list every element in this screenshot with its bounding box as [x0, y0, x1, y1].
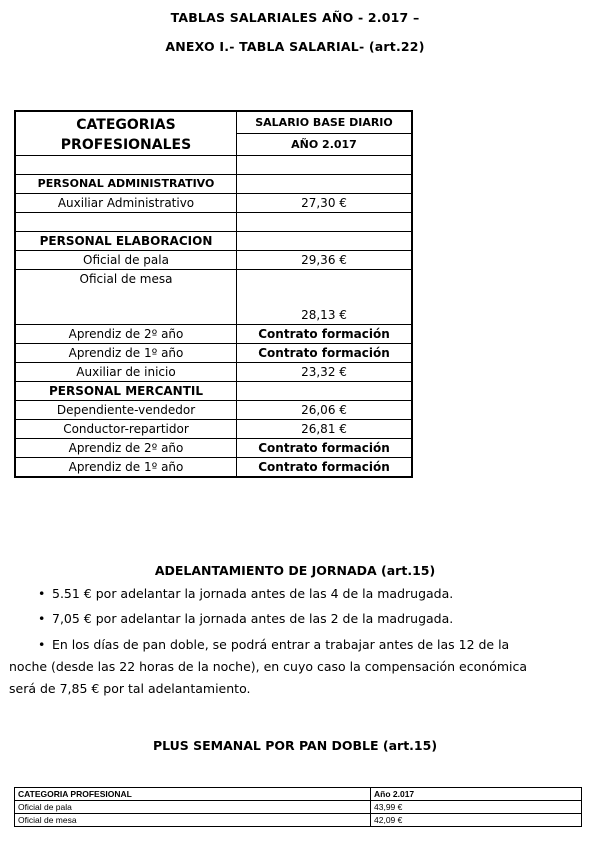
bullet-icon: • — [38, 586, 46, 601]
section-admin: PERSONAL ADMINISTRATIVO — [15, 175, 237, 194]
header-category: CATEGORIA PROFESIONAL — [15, 788, 371, 801]
table-row — [15, 251, 412, 270]
paragraph-line: será de 7,85 € por tal adelantamiento. — [9, 681, 251, 696]
category-cell: Aprendiz de 1º año — [15, 344, 237, 363]
paragraph-line: noche (desde las 22 horas de la noche), en cuyo caso la compensación económica — [9, 659, 528, 674]
table-row — [15, 458, 412, 478]
table-row — [15, 801, 582, 814]
header-salary: SALARIO BASE DIARIO — [237, 111, 413, 134]
table-row — [15, 270, 412, 325]
bullet-icon: • — [38, 637, 46, 652]
category-cell: Aprendiz de 2º año — [15, 325, 237, 344]
bullet-item — [38, 608, 453, 630]
table-row — [15, 401, 412, 420]
value-cell: 23,32 € — [237, 363, 413, 382]
header-category: CATEGORIAS PROFESIONALES — [15, 111, 237, 156]
category-cell: Oficial de mesa — [15, 814, 371, 827]
header-year: AÑO 2.017 — [237, 134, 413, 156]
category-cell: Oficial de pala — [15, 801, 371, 814]
salary-table — [14, 110, 413, 478]
category-cell: Oficial de mesa — [15, 270, 237, 325]
value-cell: 28,13 € — [237, 270, 413, 325]
value-cell: 43,99 € — [371, 801, 582, 814]
value-cell: 26,81 € — [237, 420, 413, 439]
value-cell: 42,09 € — [371, 814, 582, 827]
category-cell: Aprendiz de 1º año — [15, 458, 237, 478]
section-row — [15, 382, 412, 401]
section-row — [15, 232, 412, 251]
category-cell: Conductor-repartidor — [15, 420, 237, 439]
empty-row — [15, 156, 412, 175]
table-header-row — [15, 788, 582, 801]
plus-semanal-title: PLUS SEMANAL POR PAN DOBLE (art.15) — [152, 738, 438, 753]
value-cell: Contrato formación — [237, 344, 413, 363]
value-cell: 29,36 € — [237, 251, 413, 270]
value-cell: Contrato formación — [237, 439, 413, 458]
table-row — [15, 194, 412, 213]
table-row — [15, 439, 412, 458]
adelantamiento-title: ADELANTAMIENTO DE JORNADA (art.15) — [154, 563, 436, 578]
section-merc: PERSONAL MERCANTIL — [15, 382, 237, 401]
header-year: Año 2.017 — [371, 788, 582, 801]
value-cell: Contrato formación — [237, 325, 413, 344]
value-cell: 26,06 € — [237, 401, 413, 420]
category-cell: Oficial de pala — [15, 251, 237, 270]
category-cell: Aprendiz de 2º año — [15, 439, 237, 458]
bullet-text: 5.51 € por adelantar la jornada antes de las 4 de la madrugada. — [52, 586, 454, 601]
bullet-text: 7,05 € por adelantar la jornada antes de las 2 de la madrugada. — [52, 611, 454, 626]
table-row — [15, 363, 412, 382]
plus-semanal-table — [14, 787, 582, 827]
table-row — [15, 325, 412, 344]
bullet-icon: • — [38, 611, 46, 626]
table-header-row — [15, 111, 412, 134]
category-cell: Dependiente-vendedor — [15, 401, 237, 420]
empty-row — [15, 213, 412, 232]
section-row — [15, 175, 412, 194]
table-row — [15, 420, 412, 439]
annex-title: ANEXO I.- TABLA SALARIAL- (art.22) — [165, 39, 425, 54]
table-row — [15, 814, 582, 827]
category-cell: Auxiliar Administrativo — [15, 194, 237, 213]
bullet-item — [38, 583, 453, 605]
section-elab: PERSONAL ELABORACION — [15, 232, 237, 251]
value-cell: 27,30 € — [237, 194, 413, 213]
bullet-text: En los días de pan doble, se podrá entrar a trabajar antes de las 12 de la — [52, 637, 510, 652]
value-cell: Contrato formación — [237, 458, 413, 478]
document-title: TABLAS SALARIALES AÑO - 2.017 – — [170, 10, 420, 25]
category-cell: Auxiliar de inicio — [15, 363, 237, 382]
table-row — [15, 344, 412, 363]
bullet-item — [38, 634, 509, 656]
